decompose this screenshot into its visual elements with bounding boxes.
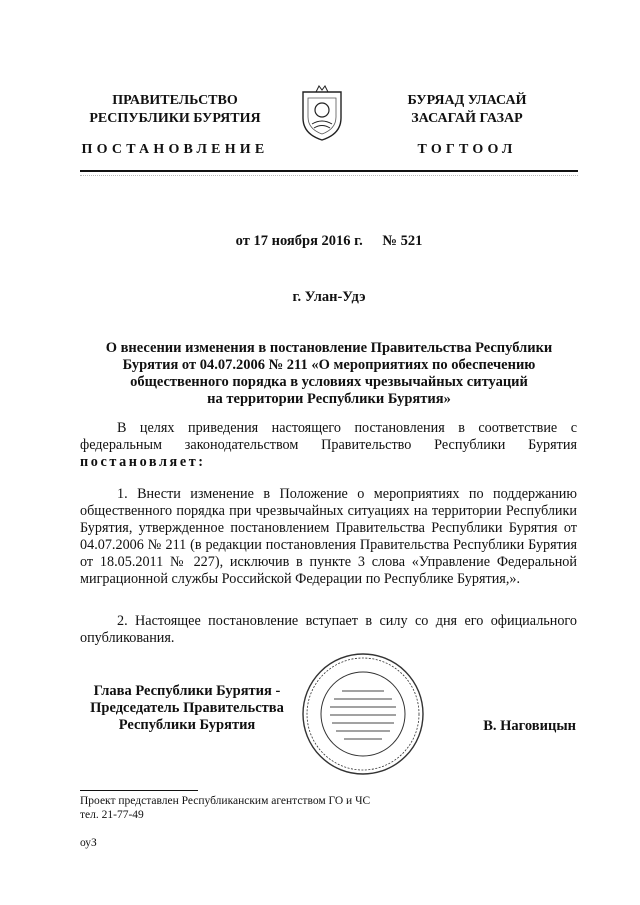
item-1-paragraph: 1. Внести изменение в Положение о мероприятиях по поддержанию общественного порядка при чрезвычайных ситуациях на территории Республики Бурятия, утвержденное постановлением Правительства Республики Бурятия от 04.07.2006 № 211 (в редакции постановления Правительства Республики Бурятия от 18.05.2011 № 227), исключив в пункте 3 слова «Управление Федеральной миграционной службы Российской Федерации по Республике Бурятия,». <box>80 486 577 587</box>
document-title <box>80 340 578 408</box>
item-2-paragraph: 2. Настоящее постановление вступает в силу со дня его официального опубликования. <box>80 613 577 646</box>
footer-divider <box>80 790 198 791</box>
footer-note <box>80 794 370 822</box>
title-line: Бурятия от 04.07.2006 № 211 «О мероприятиях по обеспечению <box>122 357 536 373</box>
header-left-line2: РЕСПУБЛИКИ БУРЯТИЯ <box>89 111 261 126</box>
footer-code: оуЗ <box>80 837 97 849</box>
footer-phone: тел. 21-77-49 <box>80 809 144 821</box>
header-right-line1: БУРЯАД УЛАСАЙ <box>407 93 527 108</box>
header-divider <box>80 170 578 172</box>
title-line: О внесении изменения в постановление Правительства Республики <box>105 340 553 356</box>
header-right-doc-type: ТОГТООЛ <box>417 142 517 157</box>
document-city: г. Улан-Удэ <box>292 289 366 305</box>
document-number: № 521 <box>382 233 423 249</box>
header-left-doc-type: ПОСТАНОВЛЕНИЕ <box>81 142 269 157</box>
coat-of-arms-icon <box>298 84 346 142</box>
footer-prepared-by: Проект представлен Республиканским агентством ГО и ЧС <box>80 795 371 807</box>
resolves-word: постановляет: <box>80 454 206 470</box>
header-divider-dotted <box>80 175 578 176</box>
header-left <box>80 92 270 128</box>
header-right-line2: ЗАСАГАЙ ГАЗАР <box>411 111 523 126</box>
intro-paragraph <box>80 420 577 471</box>
signatory-name: В. Наговицын <box>483 718 576 734</box>
header-left-line1: ПРАВИТЕЛЬСТВО <box>112 93 238 108</box>
document-date-line <box>80 233 578 250</box>
signatory-title-line: Глава Республики Бурятия - <box>93 683 281 699</box>
intro-text: В целях приведения настоящего постановления в соответствие с федеральным законодательством Правительство Республики Бурятия <box>80 420 577 453</box>
document-date: от 17 ноября 2016 г. <box>235 233 363 249</box>
signatory-title-line: Республики Бурятия <box>118 717 256 733</box>
signatory-title <box>80 683 294 734</box>
title-line: на территории Республики Бурятия» <box>207 391 451 407</box>
official-seal-stamp <box>300 651 426 777</box>
title-line: общественного порядка в условиях чрезвычайных ситуаций <box>130 374 528 390</box>
header-right <box>372 92 562 128</box>
signatory-title-line: Председатель Правительства <box>90 700 284 716</box>
